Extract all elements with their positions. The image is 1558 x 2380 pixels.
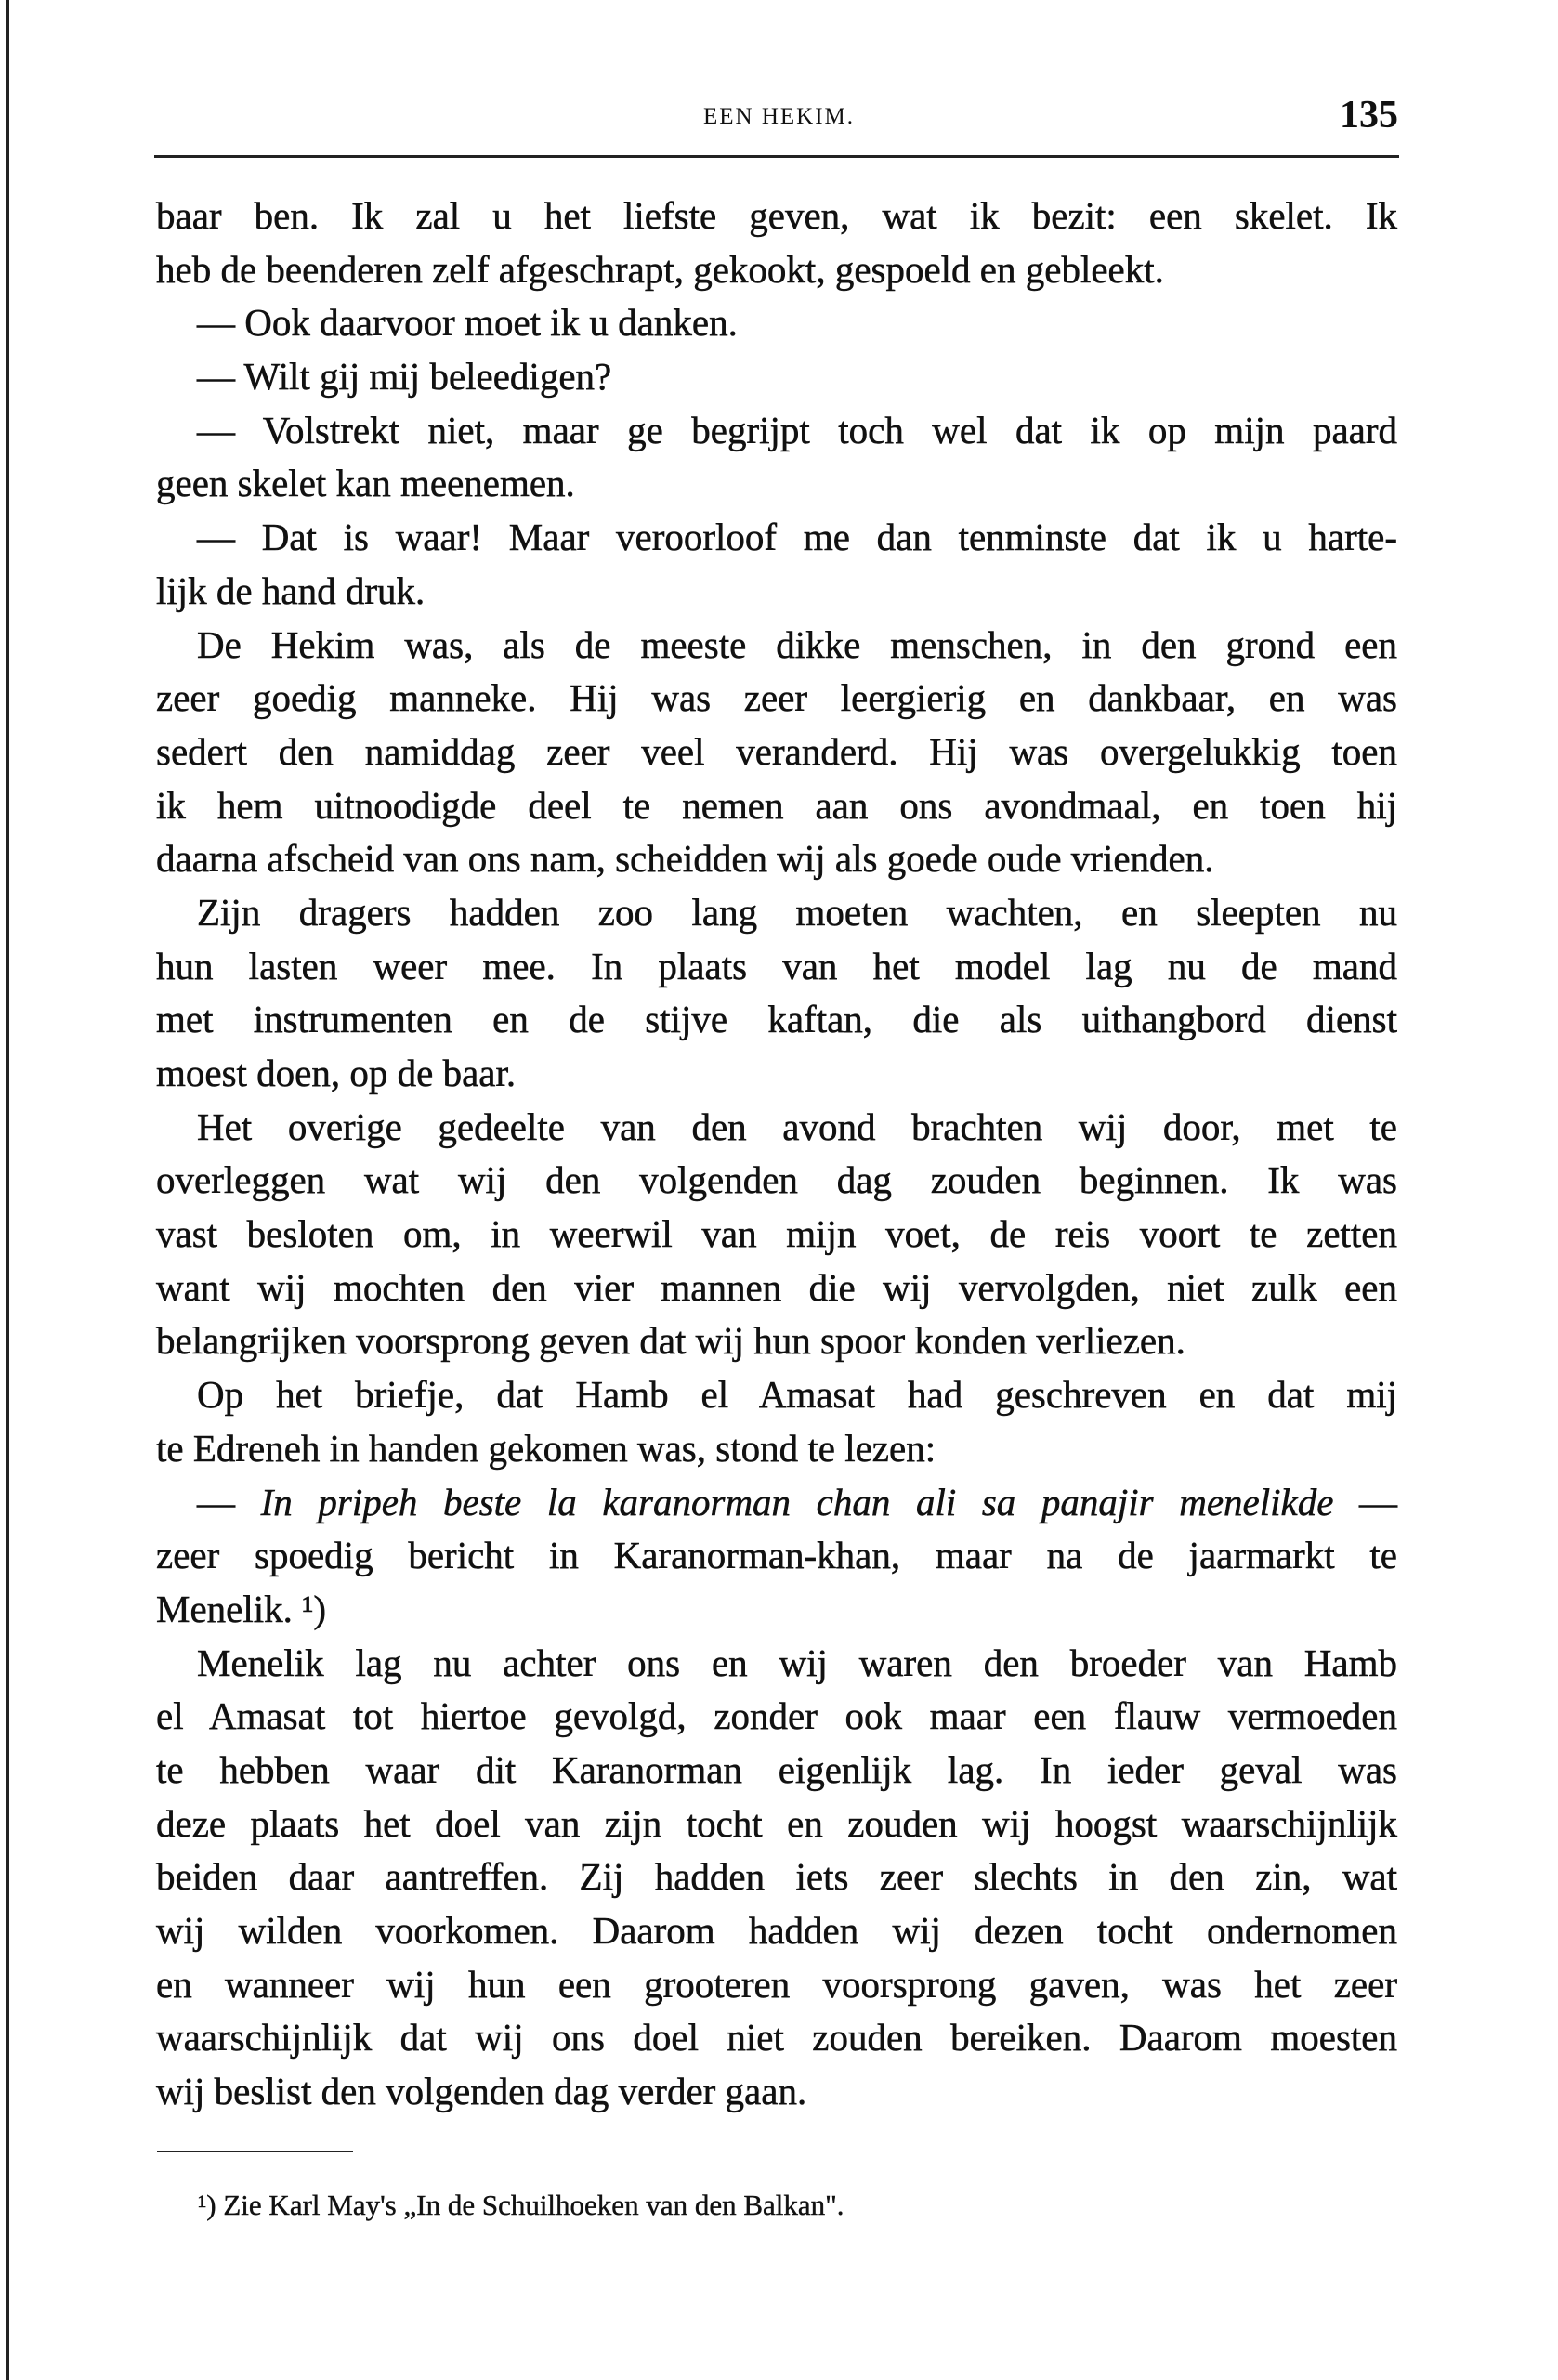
text-line: vast besloten om, in weerwil van mijn voet, de reis voort te zetten bbox=[156, 1212, 1397, 1256]
text-line: daarna afscheid van ons nam, scheidden wij als goede oude vrienden. bbox=[156, 837, 1214, 881]
footnote-rule bbox=[157, 2151, 353, 2152]
text-line: ik hem uitnoodigde deel te nemen aan ons avondmaal, en toen hij bbox=[156, 783, 1397, 827]
text-line: Op het briefje, dat Hamb el Amasat had geschreven en dat mij bbox=[197, 1373, 1397, 1417]
text-line: en wanneer wij hun een grooteren voorsprong gaven, was het zeer bbox=[156, 1962, 1397, 2006]
text-line: heb de beenderen zelf afgeschrapt, gekookt, gespoeld en gebleekt. bbox=[156, 247, 1164, 291]
text-line: — Ook daarvoor moet ik u danken. bbox=[197, 301, 738, 345]
text-line: wij beslist den volgenden dag verder gaan. bbox=[156, 2070, 807, 2113]
text-line: waarschijnlijk dat wij ons doel niet zouden bereiken. Daarom moesten bbox=[156, 2016, 1397, 2060]
text-line: — Volstrekt niet, maar ge begrijpt toch wel dat ik op mijn paard bbox=[197, 408, 1397, 451]
text-line: — Dat is waar! Maar veroorloof me dan tenminste dat ik u harte- bbox=[197, 516, 1397, 559]
page-number: 135 bbox=[1340, 94, 1398, 137]
text-line: overleggen wat wij den volgenden dag zouden beginnen. Ik was bbox=[156, 1158, 1397, 1202]
dash: — bbox=[1333, 1480, 1398, 1523]
text-line: met instrumenten en de stijve kaftan, die als uithangbord dienst bbox=[156, 998, 1397, 1041]
text-line: want wij mochten den vier mannen die wij vervolgden, niet zulk een bbox=[156, 1265, 1397, 1309]
text-line: Menelik. ¹) bbox=[156, 1587, 327, 1630]
body-text bbox=[156, 190, 1397, 2119]
quoted-message: In pripeh beste la karanorman chan ali sa panajir menelikde bbox=[260, 1480, 1334, 1523]
text-line: el Amasat tot hiertoe gevolgd, zonder ook maar een flauw vermoeden bbox=[156, 1694, 1397, 1738]
text-line: Het overige gedeelte van den avond brachten wij door, met te bbox=[197, 1105, 1397, 1148]
text-line: sedert den namiddag zeer veel veranderd. Hij was overgelukkig toen bbox=[156, 729, 1397, 773]
text-line: De Hekim was, als de meeste dikke menschen, in den grond een bbox=[197, 622, 1397, 666]
running-title: EEN HEKIM. bbox=[702, 104, 856, 129]
dash: — bbox=[197, 1480, 261, 1523]
text-line: beiden daar aantreffen. Zij hadden iets zeer slechts in den zin, wat bbox=[156, 1855, 1397, 1899]
text-line: wij wilden voorkomen. Daarom hadden wij dezen tocht ondernomen bbox=[156, 1909, 1397, 1952]
text-line: zeer spoedig bericht in Karanorman-khan, maar na de jaarmarkt te bbox=[156, 1534, 1397, 1577]
text-line bbox=[156, 1476, 1397, 1530]
text-line: lijk de hand druk. bbox=[156, 569, 426, 612]
header-rule bbox=[154, 155, 1399, 158]
scan-edge bbox=[6, 0, 9, 2380]
text-line: Zijn dragers hadden zoo lang moeten wachten, en sleepten nu bbox=[197, 890, 1397, 934]
text-line: Menelik lag nu achter ons en wij waren den broeder van Hamb bbox=[197, 1641, 1397, 1684]
text-line: te hebben waar dit Karanorman eigenlijk lag. In ieder geval was bbox=[156, 1747, 1397, 1791]
text-line: geen skelet kan meenemen. bbox=[156, 462, 575, 505]
text-line: belangrijken voorsprong geven dat wij hun spoor konden verliezen. bbox=[156, 1319, 1185, 1363]
footnote: ¹) Zie Karl May's „In de Schuilhoeken van den Balkan". bbox=[198, 2189, 844, 2221]
text-line: baar ben. Ik zal u het liefste geven, wat ik bezit: een skelet. Ik bbox=[156, 194, 1397, 237]
text-line: te Edreneh in handen gekomen was, stond te lezen: bbox=[156, 1426, 936, 1470]
text-line: zeer goedig manneke. Hij was zeer leergierig en dankbaar, en was bbox=[156, 676, 1397, 720]
text-line: — Wilt gij mij beleedigen? bbox=[197, 355, 612, 399]
text-line: hun lasten weer mee. In plaats van het model lag nu de mand bbox=[156, 944, 1397, 987]
text-line: deze plaats het doel van zijn tocht en zouden wij hoogst waarschijnlijk bbox=[156, 1801, 1397, 1845]
text-line: moest doen, op de baar. bbox=[156, 1052, 517, 1094]
